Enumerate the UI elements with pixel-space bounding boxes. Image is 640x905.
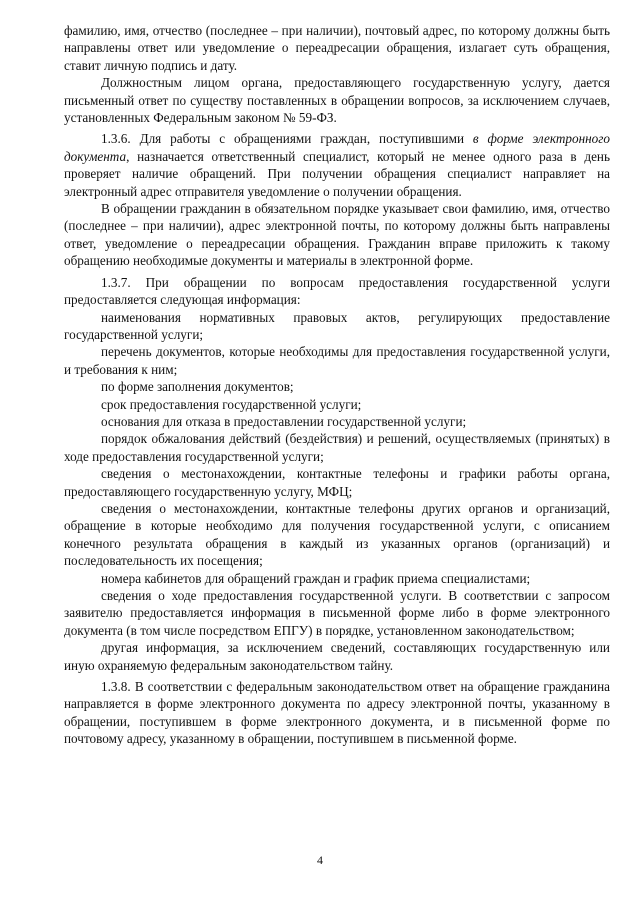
list-item-form-filling: по форме заполнения документов; [101, 379, 294, 395]
paragraph-1-3-6-start: 1.3.6. Для работы с обращениями граждан, поступившими [101, 131, 473, 147]
list-item-service-progress: сведения о ходе предоставления государственной услуги. В соответствии с запросом заявителю предоставляется информация в письменной форме либо в форме электронного документа (в том числе посредством ЕПГУ) в порядке, установленном законодательством; [64, 588, 610, 638]
paragraph-1-3-8: 1.3.8. В соответствии с федеральным законодательством ответ на обращение гражданина направляется в форме электронного документа по адресу электронной почты, указанному в обращении, поступившем в форме электронного документа, и в письменной форме по почтовому адресу, указанному в обращении, поступившем в письменной форме. [64, 679, 610, 747]
list-item-office-contacts: сведения о местонахождении, контактные телефоны и графики работы органа, предоставляющего государственную услугу, МФЦ; [64, 466, 610, 499]
document-page [64, 22, 610, 748]
paragraph-1-3-6-emphasis: в форме электронного документа [64, 131, 610, 164]
page-number: 4 [317, 853, 323, 867]
list-item-documents: перечень документов, которые необходимы для предоставления государственной услуги, и требования к ним; [64, 344, 610, 377]
list-item-refusal-grounds: основания для отказа в предоставлении государственной услуги; [101, 413, 467, 429]
paragraph-1-3-6-end: , назначается ответственный специалист, который не менее одного раза в день проверяет наличие обращений. При получении обращения специалист направляет на электронный адрес отправителя уведомление о получении обращения. [64, 148, 610, 199]
list-item-other-organizations: сведения о местонахождении, контактные телефоны других органов и организаций, обращение в которые необходимо для получения государственной услуги, с описанием конечного результата обращения в каждый из указанных органов (организаций) и последовательность их посещения; [64, 500, 610, 569]
paragraph-1-3-7: 1.3.7. При обращении по вопросам предоставления государственной услуги предоставляется следующая информация: [64, 274, 610, 308]
list-item-legal-acts: наименования нормативных правовых актов, регулирующих предоставление государственной услуги; [64, 309, 610, 342]
paragraph-1-3-6 [64, 130, 610, 200]
list-item-other-information: другая информация, за исключением сведений, составляющих государственную или иную охраняемую федеральным законодательством тайну. [64, 640, 610, 673]
paragraph-electronic-request: В обращении гражданин в обязательном порядке указывает свои фамилию, имя, отчество (последнее – при наличии), адрес электронной почты, по которому должны быть направлены ответ, уведомление о переадресации обращения. Гражданин вправе приложить к такому обращению необходимые документы и материалы в электронной форме. [64, 201, 610, 269]
list-item-service-term: срок предоставления государственной услуги; [101, 396, 362, 412]
list-item-appeal-procedure: порядок обжалования действий (бездействия) и решений, осуществляемых (принятых) в ходе предоставления государственной услуги; [64, 431, 610, 464]
paragraph-written-answer: Должностным лицом органа, предоставляющего государственную услугу, дается письменный ответ по существу поставленных в обращении вопросов, за исключением случаев, установленных Федеральным законом № 59-ФЗ. [64, 75, 610, 126]
paragraph-applicant-details: фамилию, имя, отчество (последнее – при наличии), почтовый адрес, по которому должны быть направлены ответ или уведомление о переадресации обращения, излагает суть обращения, ставит личную подпись и дату. [64, 23, 610, 73]
list-item-room-numbers: номера кабинетов для обращений граждан и график приема специалистами; [101, 570, 531, 586]
